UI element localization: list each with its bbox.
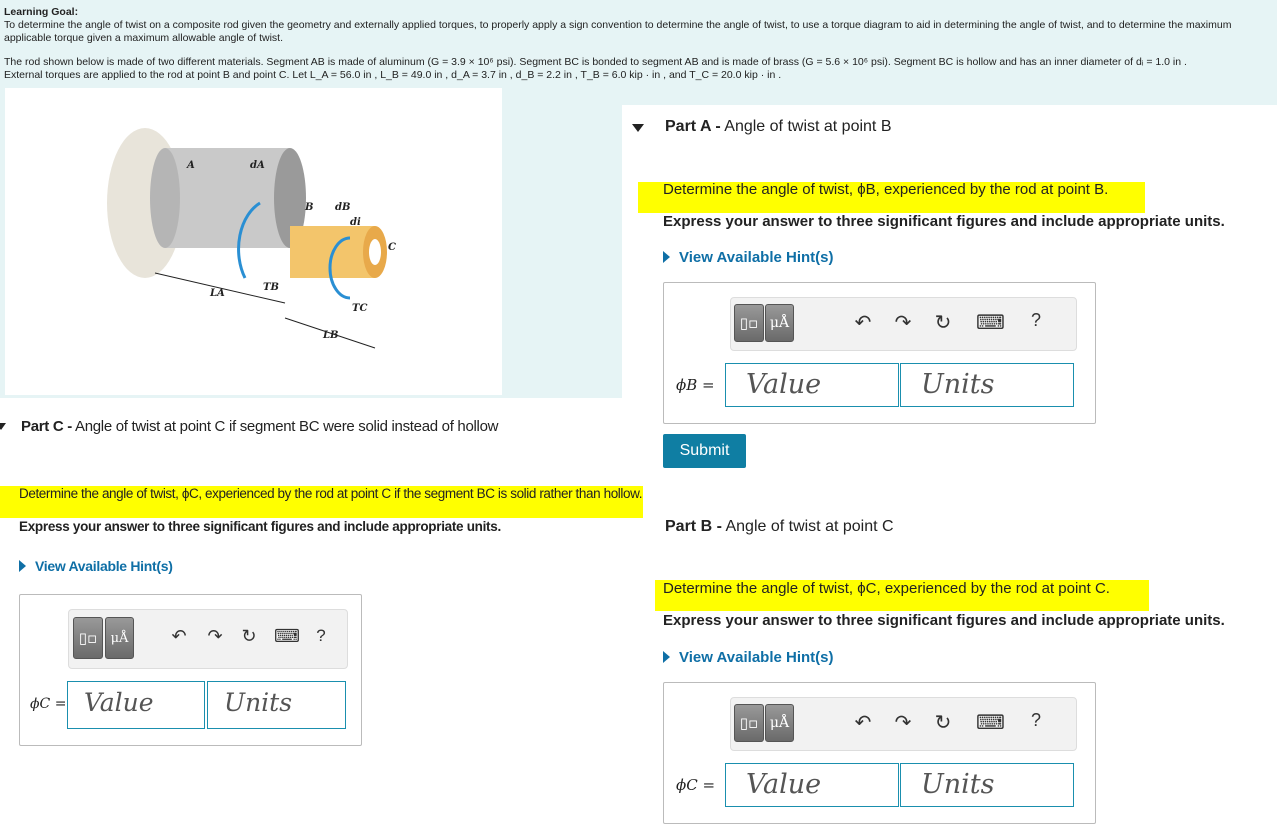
label-LB: LB — [323, 330, 339, 341]
label-di: di — [350, 217, 361, 228]
part-b-question: Determine the angle of twist, ϕC, experienced by the rod at point C. — [663, 580, 1110, 597]
hint-label: View Available Hint(s) — [679, 649, 834, 666]
part-a-question: Determine the angle of twist, ϕB, experienced by the rod at point B. — [663, 181, 1109, 198]
problem-line-1: The rod shown below is made of two different materials. Segment AB is made of aluminum (G = 3.9 × 10⁶ psi). Segment BC is bonded to segment AB and is made of brass (G = 5.6 × 10⁶ psi). Segment BC is hollow and has an inner diameter of dᵢ = 1.0 in . — [4, 56, 1187, 68]
part-b-instruction: Express your answer to three significant figures and include appropriate units. — [663, 612, 1225, 629]
units-icon: μÅ — [110, 630, 129, 646]
label-TC: TC — [352, 303, 368, 314]
help-icon[interactable]: ? — [316, 626, 326, 645]
part-c-prefix: Part C - — [21, 418, 72, 435]
part-c-header — [21, 418, 498, 435]
units-button[interactable] — [765, 704, 794, 742]
units-button[interactable] — [105, 617, 134, 659]
submit-button[interactable]: Submit — [663, 434, 746, 468]
undo-icon[interactable]: ↶ — [854, 312, 872, 334]
templates-button[interactable] — [734, 704, 764, 742]
reset-icon[interactable]: ↻ — [934, 712, 952, 734]
learning-goal-text: To determine the angle of twist on a composite rod given the geometry and externally applied torques, to properly apply a sign convention to determine the angle of twist, to use a torque diagram to aid in determining the angle of twist, and to determine the maximum applicable torque given a maximum allowable angle of twist. — [4, 19, 1232, 44]
keyboard-icon[interactable]: ⌨ — [274, 626, 300, 646]
part-b-title: Angle of twist at point C — [725, 518, 894, 535]
help-icon[interactable]: ? — [1030, 710, 1041, 730]
units-input[interactable]: Units — [207, 681, 346, 729]
units-icon: μÅ — [769, 315, 790, 331]
label-A: A — [187, 160, 195, 171]
units-input[interactable]: Units — [900, 763, 1074, 807]
label-dA: dA — [250, 160, 265, 171]
part-a-instruction: Express your answer to three significant figures and include appropriate units. — [663, 213, 1225, 230]
redo-icon[interactable]: ↷ — [894, 312, 912, 334]
keyboard-icon[interactable]: ⌨ — [976, 312, 1005, 334]
part-b-header — [665, 518, 894, 536]
problem-line-2: External torques are applied to the rod at point B and point C. Let L_A = 56.0 in , L_B = 49.0 in , d_A = 3.7 in , d_B = 2.2 in , T_B = 6.0 kip · in , and T_C = 20.0 kip · in . — [4, 68, 782, 81]
undo-icon[interactable]: ↶ — [171, 626, 187, 646]
expand-icon — [663, 251, 670, 263]
part-b-prefix: Part B - — [665, 518, 722, 535]
collapse-icon[interactable] — [0, 423, 6, 430]
learning-goal-heading: Learning Goal: — [4, 6, 79, 18]
phi-b-label: ϕB = — [676, 376, 715, 394]
problem-statement — [4, 56, 1272, 81]
redo-icon[interactable]: ↷ — [207, 626, 223, 646]
math-toolbar — [730, 697, 1077, 751]
collapse-icon[interactable] — [632, 124, 644, 132]
part-b-hint-link[interactable] — [663, 649, 834, 666]
reset-icon[interactable]: ↻ — [241, 626, 257, 646]
math-toolbar — [68, 609, 348, 669]
units-input[interactable]: Units — [900, 363, 1074, 407]
part-b-answer-box — [663, 682, 1096, 824]
undo-icon[interactable]: ↶ — [854, 712, 872, 734]
part-a-answer-box — [663, 282, 1096, 424]
redo-icon[interactable]: ↷ — [894, 712, 912, 734]
part-c-hint-link[interactable] — [19, 558, 173, 574]
reset-icon[interactable]: ↻ — [934, 312, 952, 334]
phi-c-label: ϕC = — [676, 776, 716, 794]
value-input[interactable]: Value — [67, 681, 205, 729]
part-a-title: Angle of twist at point B — [724, 118, 892, 135]
phi-c-label: ϕC = — [30, 696, 67, 712]
templates-icon: ▯▫ — [739, 314, 759, 332]
keyboard-icon[interactable]: ⌨ — [976, 712, 1005, 734]
templates-button[interactable] — [73, 617, 103, 659]
label-B: B — [305, 202, 314, 213]
part-a-hint-link[interactable] — [663, 249, 834, 266]
label-TB: TB — [263, 282, 279, 293]
part-c-question: Determine the angle of twist, ϕC, experienced by the rod at point C if the segment BC is solid rather than hollow. — [19, 486, 643, 501]
learning-goal — [0, 0, 1277, 90]
hint-label: View Available Hint(s) — [679, 249, 834, 266]
label-dB: dB — [335, 202, 351, 213]
rod-figure — [5, 88, 502, 395]
units-icon: μÅ — [769, 715, 790, 731]
part-c-title: Angle of twist at point C if segment BC were solid instead of hollow — [75, 418, 499, 435]
value-input[interactable]: Value — [725, 363, 899, 407]
label-LA: LA — [210, 288, 225, 299]
label-C: C — [388, 242, 396, 253]
part-c-answer-box — [19, 594, 362, 746]
part-a-prefix: Part A - — [665, 118, 721, 135]
help-icon[interactable]: ? — [1030, 310, 1041, 330]
part-a-header — [665, 118, 891, 136]
expand-icon — [663, 651, 670, 663]
templates-button[interactable] — [734, 304, 764, 342]
value-input[interactable]: Value — [725, 763, 899, 807]
part-c-instruction: Express your answer to three significant figures and include appropriate units. — [19, 519, 501, 534]
templates-icon: ▯▫ — [739, 714, 759, 732]
expand-icon — [19, 560, 26, 572]
templates-icon: ▯▫ — [78, 629, 98, 647]
hint-label: View Available Hint(s) — [35, 558, 173, 574]
units-button[interactable] — [765, 304, 794, 342]
composite-rod-diagram — [5, 88, 502, 395]
math-toolbar — [730, 297, 1077, 351]
